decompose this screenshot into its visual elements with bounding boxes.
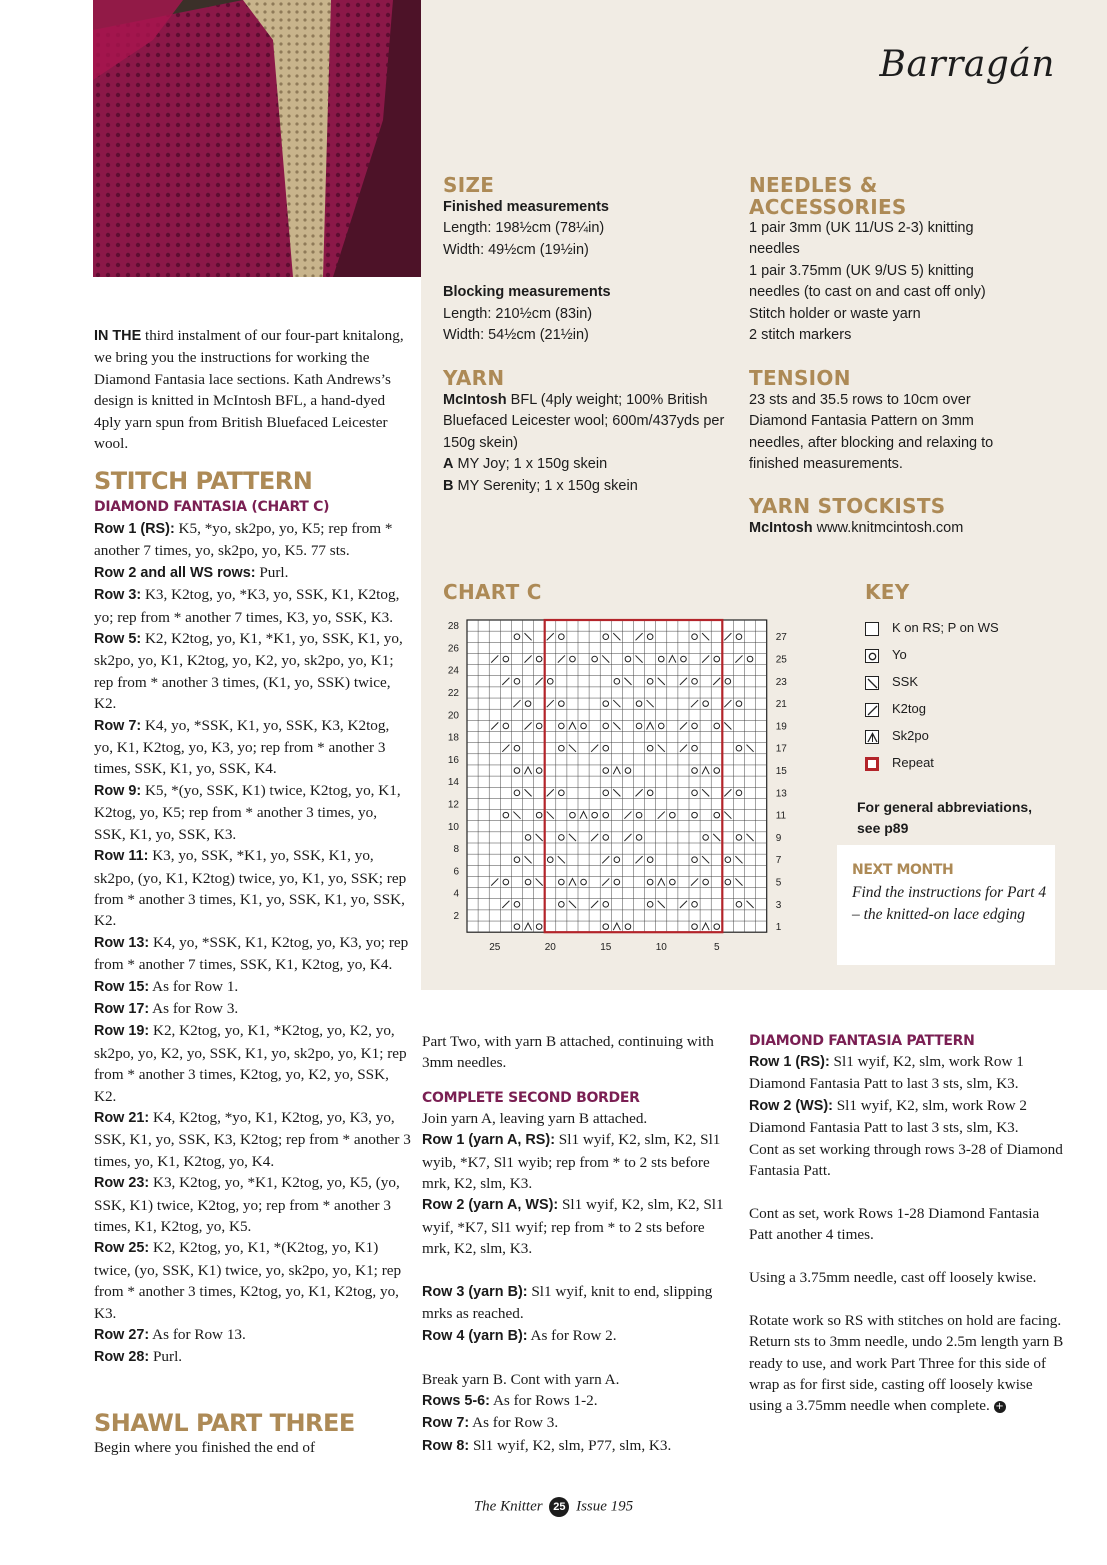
- pattern-title: Barragán: [879, 44, 1055, 85]
- row-label-right: 7: [775, 855, 782, 867]
- needles-heading-line1: NEEDLES &: [749, 173, 878, 197]
- row-label-right: 17: [775, 743, 787, 755]
- row-label-right: 25: [775, 654, 787, 666]
- cont-text-1: Cont as set working through rows 3-28 of Diamond Fantasia Patt.: [749, 1140, 1063, 1180]
- row-label-right: 21: [775, 699, 787, 711]
- yarn-brand: McIntosh: [443, 392, 507, 408]
- stitch-pattern-subheading: DIAMOND FANTASIA (CHART C): [94, 499, 330, 515]
- pattern-row: [749, 1051, 1064, 1095]
- row-label-left: 10: [447, 821, 459, 833]
- row-label: Row 13:: [94, 934, 150, 951]
- rotate-text: [749, 1310, 1064, 1417]
- yarn-a-label: A: [443, 456, 454, 473]
- row-label-right: 3: [775, 899, 782, 911]
- row-label: Row 23:: [94, 1175, 150, 1192]
- needles-item: 2 stitch markers: [749, 327, 852, 344]
- row-label: Row 4 (yarn B):: [422, 1327, 528, 1344]
- pattern-row: [94, 518, 412, 562]
- key-label: K2tog: [892, 701, 926, 716]
- row-label: Row 7:: [94, 717, 142, 734]
- yarn-block: [443, 390, 728, 497]
- pattern-row: [94, 562, 412, 584]
- next-month-box: [837, 845, 1055, 965]
- row-label-left: 4: [453, 888, 459, 900]
- diamond-pattern-heading: DIAMOND FANTASIA PATTERN: [749, 1033, 975, 1049]
- stockists-url: www.knitmcintosh.com: [812, 520, 964, 536]
- stockists-text: [749, 518, 1049, 539]
- row-label: Row 2 and all WS rows:: [94, 564, 256, 581]
- second-border-rows-3: [422, 1390, 734, 1457]
- knit-symbol-icon: [865, 622, 879, 636]
- pattern-row: [94, 1107, 412, 1172]
- column-label: 20: [544, 942, 556, 954]
- row-label-left: 28: [447, 621, 459, 633]
- right-column: [749, 1031, 1064, 1417]
- second-border-heading: COMPLETE SECOND BORDER: [422, 1089, 640, 1106]
- shawl-part-three-text: Begin where you finished the end of: [94, 1439, 316, 1456]
- garment-photo: [93, 0, 421, 277]
- column-label: 5: [713, 942, 720, 954]
- ssk-symbol-icon: [865, 676, 879, 690]
- row-text: As for Rows 1-2.: [489, 1392, 598, 1410]
- pattern-row: [94, 780, 412, 845]
- row-text: As for Row 3.: [149, 999, 239, 1017]
- k2tog-symbol-icon: [865, 703, 879, 717]
- pattern-row: [94, 1346, 412, 1368]
- needles-item: 1 pair 3.75mm (UK 9/US 5) knitting needles (to cast on and cast off only): [749, 262, 986, 301]
- row-text: K2, K2tog, yo, K1, *K1, yo, SSK, K1, yo, sk2po, yo, K1, K2tog, yo, K2, yo, sk2po, yo, K1; rep from * another 3 times, (K1, yo, SSK) twice, K2.: [94, 630, 403, 713]
- row-text: K5, *yo, sk2po, yo, K5; rep from * another 7 times, yo, sk2po, yo, K5. 77 sts.: [94, 520, 393, 560]
- next-month-text: Find the instructions for Part 4 – the knitted-on lace edging: [852, 884, 1047, 923]
- pattern-row: [422, 1325, 734, 1347]
- row-text: K2, K2tog, yo, K1, *K2tog, yo, K2, yo, sk2po, yo, K2, yo, SSK, K1, yo, sk2po, yo, K1; rep from * another 3 times, K2tog, yo, K2, yo, SSK, K2.: [94, 1022, 407, 1105]
- row-label: Row 1 (yarn A, RS):: [422, 1132, 555, 1149]
- row-text: K4, yo, *SSK, K1, K2tog, yo, K3, yo; rep from * another 7 times, SSK, K1, K2tog, yo, K4.: [94, 933, 409, 974]
- row-label-right: 9: [775, 832, 782, 844]
- pattern-row: [94, 845, 412, 932]
- pattern-row: [94, 584, 412, 628]
- stockists-heading: YARN STOCKISTS: [749, 494, 946, 518]
- finished-label: Finished measurements: [443, 199, 609, 215]
- row-label: Row 21:: [94, 1109, 150, 1126]
- row-label-left: 22: [447, 687, 459, 699]
- row-text: Sl1 wyif, K2, slm, work Row 2 Diamond Fantasia Patt to last 3 sts, slm, K3.: [749, 1096, 1028, 1137]
- stitch-pattern-heading: STITCH PATTERN: [94, 467, 313, 495]
- row-label: Row 9:: [94, 782, 142, 799]
- pattern-row: [749, 1095, 1064, 1139]
- size-heading: SIZE: [443, 173, 495, 197]
- row-text: Purl.: [255, 563, 289, 581]
- finished-width: Width: 49½cm (19½in): [443, 241, 589, 258]
- blocking-length: Length: 210½cm (83in): [443, 305, 593, 322]
- cont-text-2: Cont as set, work Rows 1-28 Diamond Fantasia Patt another 4 times.: [749, 1204, 1040, 1244]
- yarn-desc: BFL (4ply weight; 100% British Bluefaced Leicester wool; 600m/437yds per 150g skein): [443, 392, 725, 451]
- intro-text: third instalment of our four-part knitalong, we bring you the instructions for working the Diamond Fantasia lace sections. Kath Andrews’s design is knitted in McIntosh BFL, a hand-dyed 4ply yarn spun from British Bluefaced Leicester wool.: [94, 327, 404, 453]
- row-label-left: 6: [453, 866, 459, 878]
- needles-heading-line2: ACCESSORIES: [749, 195, 907, 219]
- row-label-left: 14: [447, 777, 459, 789]
- row-label: Row 3:: [94, 587, 142, 604]
- pattern-row: [422, 1194, 734, 1259]
- pattern-row: [94, 932, 412, 976]
- row-label: Row 2 (WS):: [749, 1097, 833, 1114]
- size-block: [443, 197, 733, 346]
- needles-item: 1 pair 3mm (UK 11/US 2-3) knitting needles: [749, 220, 974, 258]
- row-text: K2, K2tog, yo, K1, *(K2tog, yo, K1) twice, (yo, SSK, K1) twice, yo, sk2po, yo, K1; rep from * another 3 times, K2tog, yo, K1, K2tog, yo, K3.: [94, 1239, 402, 1322]
- yarn-b-label: B: [443, 477, 454, 494]
- page-number: 25: [549, 1497, 569, 1517]
- pattern-row: [422, 1390, 734, 1412]
- key-label: K on RS; P on WS: [892, 620, 999, 635]
- pattern-row: [94, 1237, 412, 1324]
- pattern-row: [94, 1324, 412, 1346]
- row-text: Sl1 wyif, K2, slm, K2, Sl1 wyib, *K7, Sl1 wyib; rep from * to 2 sts before mrk, K2, slm, K3.: [422, 1131, 721, 1193]
- rotate-text-content: Rotate work so RS with stitches on hold are facing. Return sts to 3mm needle, undo 2.5m length yarn B ready to use, and work Part Three for this side of wrap as for first side, casting off loosely kwise using a 3.75mm needle when complete.: [749, 1311, 1064, 1415]
- page-footer: [0, 1497, 1107, 1517]
- chart-c: [441, 614, 821, 964]
- pattern-row: [422, 1129, 734, 1194]
- break-yarn-text: Break yarn B. Cont with yarn A.: [422, 1370, 620, 1388]
- row-label-right: 11: [775, 810, 787, 822]
- row-text: Sl1 wyif, K2, slm, K2, Sl1 wyif, *K7, Sl1 wyif; rep from * to 2 sts before mrk, K2, slm, K3.: [422, 1196, 724, 1258]
- row-label: Row 1 (RS):: [749, 1054, 830, 1070]
- footer-issue: Issue 195: [576, 1498, 634, 1515]
- pattern-row: [94, 1020, 412, 1107]
- key-label: SSK: [892, 674, 919, 689]
- cast-off-text: Using a 3.75mm needle, cast off loosely kwise.: [749, 1269, 1037, 1287]
- row-label: Row 15:: [94, 978, 150, 995]
- yarn-heading: YARN: [443, 366, 505, 390]
- key-label: Sk2po: [892, 728, 929, 743]
- repeat-symbol-icon: [865, 757, 879, 771]
- yarn-b-text: MY Serenity; 1 x 150g skein: [453, 477, 638, 494]
- row-label: Row 27:: [94, 1327, 150, 1344]
- row-text: As for Row 3.: [469, 1414, 559, 1432]
- row-label-left: 24: [447, 665, 459, 677]
- row-text: K3, yo, SSK, *K1, yo, SSK, K1, yo, sk2po, (yo, K1, K2tog) twice, yo, K1, yo, SSK; rep from * another 3 times, K1, yo, SSK, K1, yo, SSK, K2.: [94, 847, 407, 930]
- row-label: Row 1 (RS):: [94, 521, 175, 537]
- row-label-right: 5: [775, 877, 782, 889]
- pattern-row: [422, 1281, 734, 1325]
- continuation-text: Part Two, with yarn B attached, continuing with 3mm needles.: [422, 1033, 714, 1072]
- row-label: Row 19:: [94, 1023, 150, 1040]
- yo-symbol-icon: [865, 649, 879, 663]
- row-label: Row 5:: [94, 631, 142, 648]
- yarn-a-text: MY Joy; 1 x 150g skein: [453, 456, 608, 473]
- column-label: 10: [655, 942, 667, 954]
- pattern-row: [94, 715, 412, 780]
- diamond-pattern-rows: [749, 1051, 1064, 1139]
- row-label-left: 2: [453, 910, 459, 922]
- row-label-right: 15: [775, 766, 787, 778]
- row-text: K3, K2tog, yo, *K3, yo, SSK, K1, K2tog, yo; rep from * another 7 times, K3, yo, SSK, K3.: [94, 586, 400, 626]
- needles-list: [749, 218, 1009, 346]
- row-label: Row 11:: [94, 848, 149, 865]
- row-text: K4, K2tog, *yo, K1, K2tog, yo, K3, yo, SSK, K1, yo, SSK, K3, K2tog; rep from * another 3 times, yo, K1, K2tog, yo, K4.: [94, 1108, 411, 1170]
- stitch-pattern-rows: [94, 518, 412, 1369]
- row-label-left: 12: [447, 799, 459, 811]
- shawl-part-three-heading: SHAWL PART THREE: [94, 1409, 355, 1437]
- row-text: Sl1 wyif, knit to end, slipping mrks as reached.: [422, 1283, 713, 1323]
- pattern-row: [94, 976, 412, 998]
- needles-item: Stitch holder or waste yarn: [749, 305, 921, 322]
- row-text: Purl.: [149, 1348, 183, 1366]
- row-label: Row 8:: [422, 1437, 470, 1454]
- next-month-heading: NEXT MONTH: [852, 862, 954, 878]
- pattern-row: [94, 1172, 412, 1237]
- row-label-left: 8: [453, 844, 459, 856]
- row-text: Sl1 wyif, K2, slm, P77, slm, K3.: [469, 1436, 672, 1454]
- tension-text: 23 sts and 35.5 rows to 10cm over Diamond Fantasia Pattern on 3mm needles, after blocking and relaxing to finished measurements.: [749, 392, 994, 473]
- tension-heading: TENSION: [749, 366, 851, 390]
- row-label-right: 23: [775, 676, 787, 688]
- row-label: Row 28:: [94, 1349, 150, 1366]
- row-label: Row 2 (yarn A, WS):: [422, 1197, 559, 1214]
- row-text: K3, K2tog, yo, *K1, K2tog, yo, K5, (yo, SSK, K1) twice, K2tog, yo; rep from * another 3 times, K1, K2tog, yo, K5.: [94, 1174, 400, 1235]
- row-label-left: 20: [447, 710, 459, 722]
- pattern-row: [422, 1435, 734, 1457]
- pattern-row: [94, 998, 412, 1020]
- pattern-row: [422, 1412, 734, 1434]
- blocking-label: Blocking measurements: [443, 284, 611, 301]
- row-label-right: 1: [775, 922, 782, 934]
- key-note: For general abbreviations, see p89: [857, 799, 1033, 836]
- row-text: As for Row 2.: [527, 1326, 617, 1344]
- row-label-left: 26: [447, 643, 459, 655]
- photo-illustration: [93, 0, 421, 277]
- finished-length: Length: 198½cm (78¼in): [443, 220, 605, 237]
- row-label-left: 18: [447, 732, 459, 744]
- row-text: As for Row 1.: [149, 977, 239, 995]
- footer-magazine: The Knitter: [473, 1498, 543, 1515]
- row-text: Sl1 wyif, K2, slm, work Row 1 Diamond Fantasia Patt to last 3 sts, slm, K3.: [749, 1053, 1024, 1093]
- row-label-left: 16: [447, 754, 459, 766]
- chart-heading: CHART C: [443, 580, 542, 604]
- row-text: K4, yo, *SSK, K1, yo, SSK, K3, K2tog, yo, K1, K2tog, yo, K3, yo; rep from * another 3 times, SSK, K1, yo, SSK, K4.: [94, 716, 390, 778]
- second-border-rows-1: [422, 1129, 734, 1259]
- needles-heading: [749, 174, 907, 218]
- stockists-brand: McIntosh: [749, 520, 813, 536]
- key-heading: KEY: [865, 580, 910, 604]
- second-border-rows-2: [422, 1281, 734, 1347]
- row-label: Row 17:: [94, 1000, 150, 1017]
- row-text: K5, *(yo, SSK, K1) twice, K2tog, yo, K1, K2tog, yo, K5; rep from * another 3 times, yo, SSK, K1, yo, SSK, K3.: [94, 781, 401, 843]
- second-border-intro: Join yarn A, leaving yarn B attached.: [422, 1109, 648, 1127]
- chart-svg: [441, 614, 821, 964]
- middle-column: [422, 1031, 734, 1457]
- row-label: Row 7:: [422, 1415, 470, 1432]
- column-label: 25: [489, 942, 501, 954]
- row-label-right: 19: [775, 721, 787, 733]
- row-label: Row 25:: [94, 1240, 150, 1257]
- pattern-row: [94, 628, 412, 715]
- row-label-right: 27: [775, 632, 787, 644]
- intro-lead: IN THE: [94, 328, 142, 344]
- key-label: Repeat: [892, 755, 934, 770]
- sk2po-symbol-icon: [865, 730, 879, 744]
- key-label: Yo: [892, 647, 907, 662]
- row-label: Row 3 (yarn B):: [422, 1284, 528, 1301]
- row-text: As for Row 13.: [149, 1326, 246, 1344]
- blocking-width: Width: 54½cm (21½in): [443, 327, 589, 344]
- row-label: Rows 5-6:: [422, 1393, 490, 1410]
- intro-paragraph: [94, 325, 410, 454]
- end-mark-icon: +: [995, 1400, 1004, 1412]
- row-label-right: 13: [775, 788, 787, 800]
- column-label: 15: [600, 942, 612, 954]
